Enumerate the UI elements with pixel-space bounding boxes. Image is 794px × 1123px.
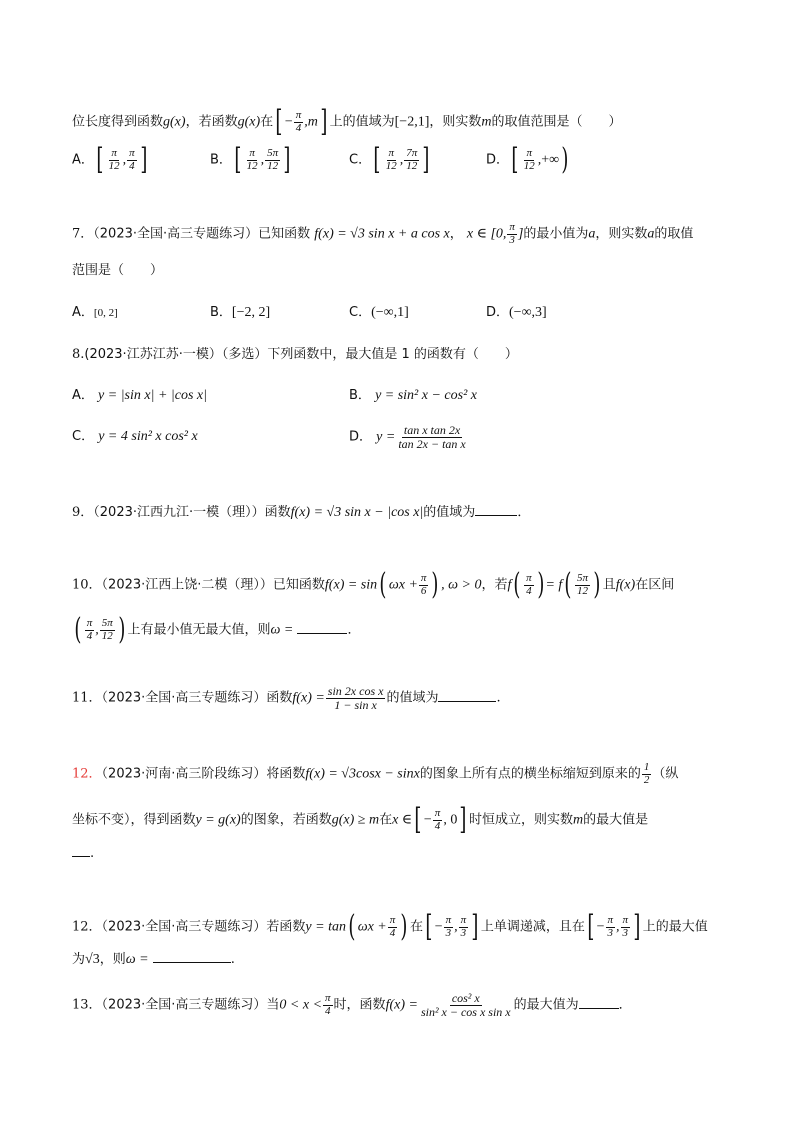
q12a-stem-line3: . bbox=[72, 846, 94, 860]
q7-stem: 7．（2023·全国·高三专题练习）已知函数 f(x) = √3 sin x + a cos x， x ∈ [0, $\frac{\pi}{3}$ ]的最小值为a，则实数a的取值 bbox=[72, 221, 694, 246]
q9-stem: 9．（2023·江西九江·一模（理））函数f(x) = √3 sin x − |cos x|的值域为 ． bbox=[72, 505, 531, 520]
q6-stem: 位长度得到函数g(x)，若函数g(x)在[ − $\frac{\pi}{4}$ ,m] 上的值域为[−2,1]，则实数m的取值范围是（ ） bbox=[72, 104, 622, 139]
q7-option-b[interactable]: B．[−2, 2] bbox=[210, 305, 271, 320]
q11-answer-blank[interactable] bbox=[438, 691, 496, 702]
q8-stem: 8.(2023·江苏江苏·一模）（多选）下列函数中，最大值是 1 的函数有（ ） bbox=[72, 347, 518, 362]
q8-option-a[interactable]: A． y = |sin x| + |cos x| bbox=[72, 388, 207, 403]
q6-option-c[interactable]: C．[ $\frac{\pi}{12}$ , $\frac{7\pi}{12}$ ] bbox=[349, 142, 430, 177]
q7-option-a[interactable]: A．[0, 2] bbox=[72, 305, 118, 320]
q6-option-b[interactable]: B．[ $\frac{\pi}{12}$ , $\frac{5\pi}{12}$ ] bbox=[210, 142, 291, 177]
q6-option-a[interactable]: A．[ $\frac{\pi}{12}$ , $\frac{\pi}{4}$ ] bbox=[72, 142, 148, 177]
q13-answer-blank[interactable] bbox=[579, 998, 619, 1009]
q10-answer-blank[interactable] bbox=[297, 623, 347, 634]
q6-option-d[interactable]: D．[ $\frac{\pi}{12}$ ,+∞) bbox=[486, 142, 569, 177]
q12b-stem-line2: 为√3，则ω = . bbox=[72, 952, 235, 967]
q13-stem: 13．（2023·全国·高三专题练习）当0 < x < $\frac{\pi}{4}$ 时，函数f(x) = $\frac{\text{cos² x}}{\text{sin² x − cos x sin x}}$ 的最大值为 ． bbox=[72, 991, 632, 1019]
q8-option-d[interactable]: D． y = $\frac{\text{tan x tan 2x}}{\text{tan 2x − tan x}}$ bbox=[349, 423, 466, 451]
q8-option-c[interactable]: C． y = 4 sin² x cos² x bbox=[72, 429, 198, 444]
q7-option-c[interactable]: C．(−∞,1] bbox=[349, 305, 409, 320]
q7-stem-line2: 范围是（ ） bbox=[72, 263, 164, 278]
q7-option-d[interactable]: D．(−∞,3] bbox=[486, 305, 547, 320]
q12a-answer-blank[interactable] bbox=[72, 846, 90, 857]
q9-answer-blank[interactable] bbox=[475, 505, 517, 516]
q10-stem: 10．（2023·江西上饶·二模（理））已知函数f(x) = sin( ωx + $\frac{\pi}{6}$ ) , ω > 0，若f( $\frac{\pi}{4}$ ) = f( $\frac{5\pi}{12}$ ) 且f(x)在区间 bbox=[72, 567, 675, 602]
q12b-stem: 12．（2023·全国·高三专题练习）若函数y = tan( ωx + $\frac{\pi}{4}$ ) 在[ − $\frac{\pi}{3}$ , $\frac{\pi}{3}$ ] 上单调递减，且在[ − $\frac{\pi}{3}$ , $\frac{\pi}{3}$ ] 上的最大值 bbox=[72, 909, 708, 944]
q8-option-b[interactable]: B． y = sin² x − cos² x bbox=[349, 388, 477, 403]
q12b-answer-blank[interactable] bbox=[153, 952, 231, 963]
q12a-stem: 12．（2023·河南·高三阶段练习）将函数f(x) = √3cosx − sinx的图象上所有点的横坐标缩短到原来的 $\frac{1}{2}$ （纵 bbox=[72, 761, 679, 786]
q11-stem: 11．（2023·全国·高三专题练习）函数f(x) = $\frac{\text{sin 2x cos x}}{\text{1 − sin x}}$ 的值域为 . bbox=[72, 684, 501, 712]
q12a-number: 12． bbox=[72, 766, 102, 782]
q10-stem-line2: ( $\frac{\pi}{4}$ , $\frac{5\pi}{12}$ ) 上有最小值无最大值，则ω = ． bbox=[74, 612, 361, 647]
q12a-stem-line2: 坐标不变），得到函数y = g(x)的图象，若函数g(x) ≥ m在x ∈[ − $\frac{\pi}{4}$ , 0] 时恒成立，则实数m的最大值是 bbox=[72, 802, 649, 837]
